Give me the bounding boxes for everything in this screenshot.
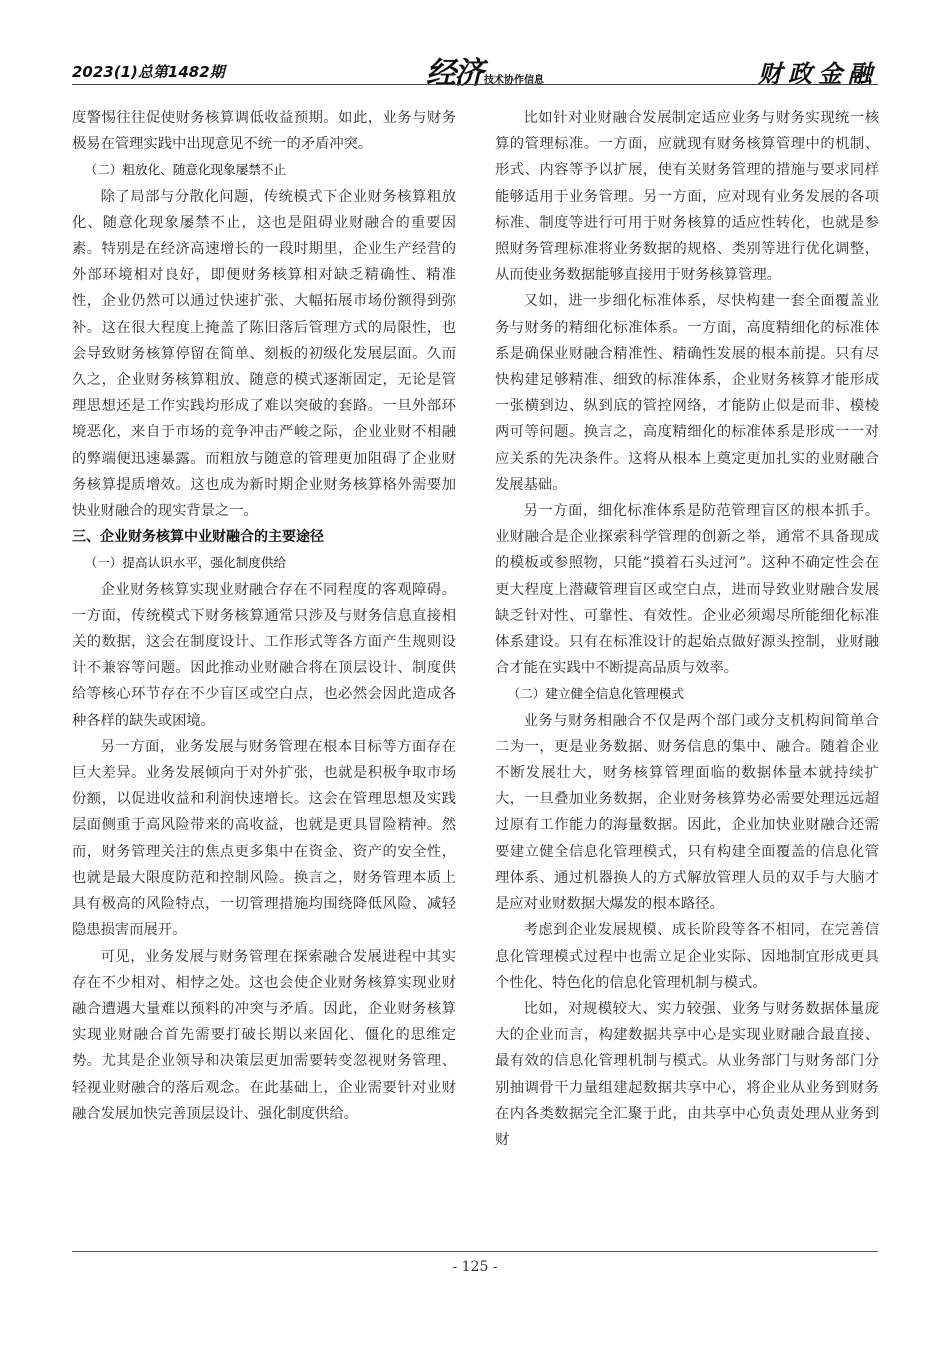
section-heading: 三、企业财务核算中业财融合的主要途径 <box>72 529 324 546</box>
paragraph: 比如，对规模较大、实力较强、业务与财务数据体量庞大的企业而言，构建数据共享中心是实现业财融合最直接、最有效的信息化管理机制与模式。从业务部门与财务部门分别抽调骨干力量组建起数据共享中心，将企业从业务到财务在内各类数据完全汇聚于此，由共享中心负责处理从业务到财 <box>495 1000 879 1148</box>
paragraph: 比如针对业财融合发展制定适应业务与财务实现统一核算的管理标准。一方面，应就现有财务核算管理中的机制、形式、内容等予以扩展，使有关财务管理的措施与要求同样能够适用于业务管理。另一方面，应对现有业务发展的各项标准、制度等进行可用于财务核算的适应性转化，也就是参照财务管理标准将业务数据的规格、类别等进行优化调整，从而使业务数据能够直接用于财务核算管理。 <box>495 110 879 284</box>
left-column <box>72 105 456 1127</box>
paragraph: 考虑到企业发展规模、成长阶段等各不相同，在完善信息化管理模式过程中也需立足企业实际、因地制宜形成更具个性化、特色化的信息化管理机制与模式。 <box>495 922 879 991</box>
journal-logo-subtitle: 技术协作信息 <box>484 75 544 86</box>
section-name: 财政金融 <box>758 59 878 88</box>
paragraph: 可见，业务发展与财务管理在探索融合发展进程中其实存在不少相对、相悖之处。这也会使企业财务核算实现业财融合遭遇大量难以预料的冲突与矛盾。因此，企业财务核算实现业财融合首先需要打破长期以来固化、僵化的思维定势。尤其是企业领导和决策层更加需要转变忽视财务管理、轻视业财融合的落后观念。在此基础上，企业需要针对业财融合发展加快完善顶层设计、强化制度供给。 <box>72 948 456 1122</box>
paragraph-continued: 度警惕往往促使财务核算调低收益预期。如此，业务与财务极易在管理实践中出现意见不统一的矛盾冲突。 <box>72 110 456 153</box>
paragraph: 另一方面，细化标准体系是防范管理盲区的根本抓手。业财融合是企业探索科学管理的创新之举，通常不具备现成的模板或参照物，只能“摸着石头过河”。这种不确定性会在更大程度上潜藏管理盲区或空白点，进而导致业财融合发展缺乏针对性、可靠性、有效性。企业必须竭尽所能细化标准体系建设。只有在标准设计的起始点做好源头控制，业财融合才能在实践中不断提高品质与效率。 <box>495 503 879 677</box>
paragraph: 又如，进一步细化标准体系，尽快构建一套全面覆盖业务与财务的精细化标准体系。一方面，高度精细化的标准体系是确保业财融合精准性、精确性发展的根本前提。只有尽快构建足够精准、细致的标准体系，企业财务核算才能形成一张横到边、纵到底的管控网络，才能防止似是而非、模棱两可等问题。换言之，高度精细化的标准体系是形成一一对应关系的先决条件。这将从根本上奠定更加扎实的业财融合发展基础。 <box>495 293 879 493</box>
footer-rule <box>72 1251 878 1252</box>
paragraph: 企业财务核算实现业财融合存在不同程度的客观障碍。一方面，传统模式下财务核算通常只涉及与财务信息直接相关的数据，这会在制度设计、工作形式等各方面产生规则设计不兼容等问题。因此推动业财融合将在顶层设计、制度供给等核心环节存在不少盲区或空白点，也必然会因此造成各种各样的缺失或困境。 <box>72 581 456 729</box>
page-number: - 125 - <box>452 1259 498 1275</box>
header-rule <box>72 84 878 85</box>
paragraph: 另一方面，业务发展与财务管理在根本目标等方面存在巨大差异。业务发展倾向于对外扩张，也就是积极争取市场份额，以促进收益和利润快速增长。这会在管理思想及实践层面侧重于高风险带来的高收益，也就是更具冒险精神。然而，财务管理关注的焦点更多集中在资金、资产的安全性，也就是最大限度防范和控制风险。换言之，财务管理本质上具有极高的风险特点，一切管理措施均围绕降低风险、减轻隐患损害而展开。 <box>72 738 456 939</box>
journal-logo-text: 经济 <box>426 56 482 91</box>
paragraph: 业务与财务相融合不仅是两个部门或分支机构间简单合二为一，更是业务数据、财务信息的集中、融合。随着企业不断发展壮大，财务核算管理面临的数据体量本就持续扩大，一旦叠加业务数据，企业财务核算势必需要处理远远超过原有工作能力的海量数据。因此，企业加快业财融合还需要建立健全信息化管理模式，只有构建全面覆盖的信息化管理体系、通过机器换人的方式解放管理人员的双手与大脑才是应对业财数据大爆发的根本路径。 <box>495 712 879 913</box>
right-column <box>495 105 879 1153</box>
issue-label: 2023(1)总第1482期 <box>72 63 225 81</box>
subsection-heading: （一）提高认识水平，强化制度供给 <box>84 555 287 571</box>
subsection-heading: （二）粗放化、随意化现象屡禁不止 <box>84 162 287 178</box>
journal-logo <box>426 48 544 92</box>
subsection-heading: （二）建立健全信息化管理模式 <box>507 686 684 702</box>
running-header <box>72 46 878 91</box>
paragraph: 除了局部与分散化问题，传统模式下企业财务核算粗放化、随意化现象屡禁不止，这也是阻碍业财融合的重要因素。特别是在经济高速增长的一段时期里，企业生产经营的外部环境相对良好，即便财务核算相对缺乏精确性、精准性，企业仍然可以通过快速扩张、大幅拓展市场份额得到弥补。这在很大程度上掩盖了陈旧落后管理方式的局限性，也会导致财务核算停留在简单、刻板的初级化发展层面。久而久之，企业财务核算粗放、随意的模式逐渐固定，无论是管理思想还是工作实践均形成了难以突破的套路。一旦外部环境恶化，来自于市场的竞争冲击严峻之际，企业业财不相融的弊端便迅速暴露。而粗放与随意的管理更加阻碍了企业财务核算提质增效。这也成为新时期企业财务核算格外需要加快业财融合的现实背景之一。 <box>72 188 456 520</box>
